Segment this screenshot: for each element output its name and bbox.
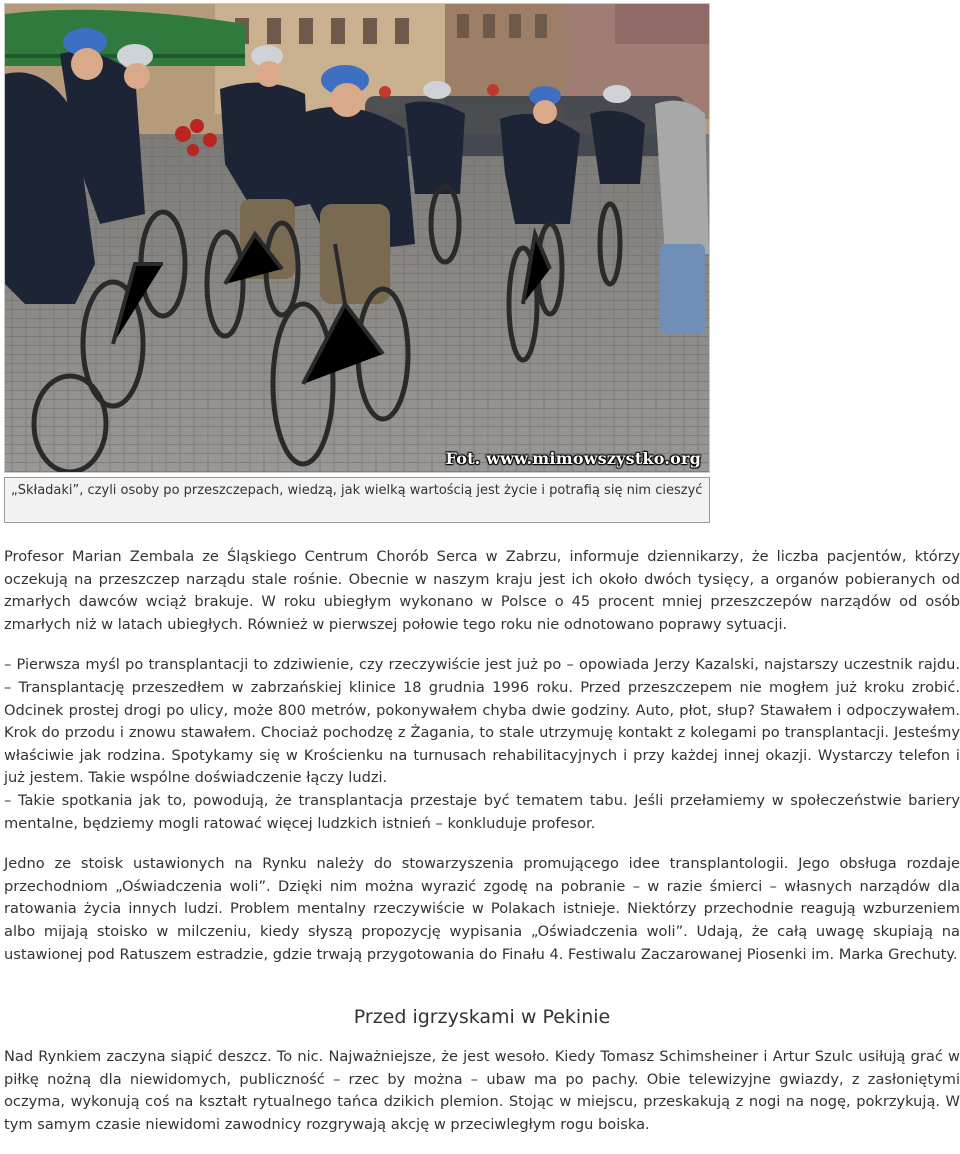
photo-watermark: Fot. www.mimowszystko.org	[445, 449, 701, 468]
photo-caption: „Składaki”, czyli osoby po przeszczepach, wiedzą, jak wielką wartością jest życie i potrafią się nim cieszyć	[4, 477, 710, 523]
section-heading: Przed igrzyskami w Pekinie	[353, 1006, 611, 1029]
article-figure	[4, 3, 710, 523]
paragraph-3: – Takie spotkania jak to, powodują, że transplantacja przestaje być tematem tabu. Jeśli przełamiemy w społeczeństwie bariery mentalne, będziemy mogli ratować więcej ludzkich istnień – konkluduje profesor.	[4, 791, 960, 832]
paragraph-1: Profesor Marian Zembala ze Śląskiego Centrum Chorób Serca w Zabrzu, informuje dziennikarzy, że liczba pacjentów, którzy oczekują na przeszczep narządu stale rośnie. Obecnie w naszym kraju jest ich około dwóch tysięcy, a organów pobieranych od zmarłych dawców wciąż brakuje. W roku ubiegłym wykonano w Polsce o 45 procent mniej przeszczepów narządów od osób zmarłych niż w latach ubiegłych. Również w pierwszej połowie tego roku nie odnotowano poprawy sytuacji.	[4, 548, 960, 633]
paragraph-5: Nad Rynkiem zaczyna siąpić deszcz. To nic. Najważniejsze, że jest wesoło. Kiedy Tomasz Schimsheiner i Artur Szulc usiłują grać w piłkę nożną dla niewidomych, publiczność – rzec by można – ubaw ma po pachy. Obie telewizyjne gwiazdy, z zasłoniętymi oczyma, wykonują coś na kształt rytualnego tańca dzikich plemion. Stojąc w miejscu, przeskakują z nogi na nogę, pokrzykują. W tym samym czasie niewidomi zawodnicy rozgrywają akcję w przeciwległym rogu boiska.	[4, 1048, 960, 1133]
paragraph-4: Jedno ze stoisk ustawionych na Rynku należy do stowarzyszenia promującego idee transplantologii. Jego obsługa rozdaje przechodniom „Oświadczenia woli”. Dzięki nim można wyrazić zgodę na pobranie – w razie śmierci – własnych narządów dla ratowania życia innych ludzi. Problem mentalny rzeczywiście w Polakach istnieje. Niektórzy przechodnie reagują wzburzeniem albo mijają stoisko w milczeniu, kiedy słyszą propozycję wypisania „Oświadczenia woli”. Udają, że całą uwagę skupiają na ustawionej pod Ratuszem estradzie, gdzie trwają przygotowania do Finału 4. Festiwalu Zaczarowanej Piosenki im. Marka Grechuty.	[4, 855, 960, 963]
paragraph-2: – Pierwsza myśl po transplantacji to zdziwienie, czy rzeczywiście jest już po – opowiada Jerzy Kazalski, najstarszy uczestnik rajdu. – Transplantację przeszedłem w zabrzańskiej klinice 18 grudnia 1996 roku. Przed przeszczepem nie mogłem już kroku zrobić. Odcinek prostej drogi po ulicy, może 800 metrów, pokonywałem chyba dwie godziny. Auto, płot, słup? Stawałem i odpoczywałem. Krok do przodu i znowu stawałem. Chociaż pochodzę z Żagania, to stale utrzymuję kontakt z kolegami po transplantacji. Jesteśmy właściwie jak rodzina. Spotykamy się w Krościenku na turnusach rehabilitacyjnych i przy każdej innej okazji. Wystarczy telefon i już jestem. Takie wspólne doświadczenie łączy ludzi.	[4, 656, 960, 787]
article-body	[4, 546, 960, 1136]
cyclists-photo	[4, 3, 710, 473]
